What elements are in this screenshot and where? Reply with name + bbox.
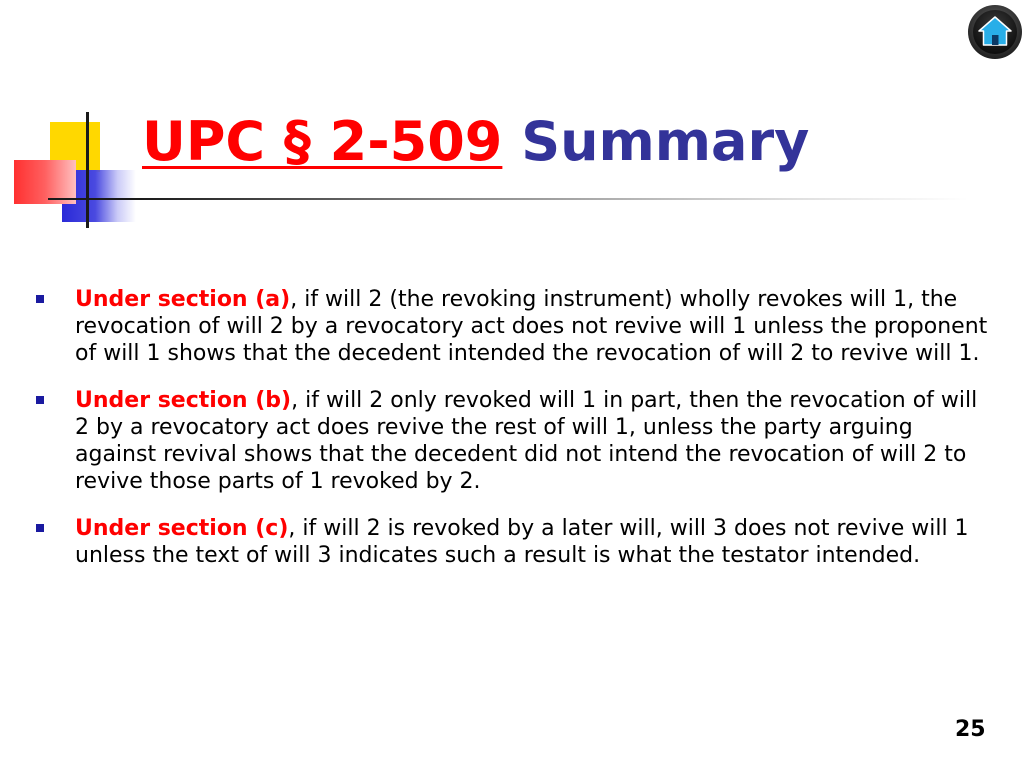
list-item [36, 515, 996, 569]
bullet-label: Under section (a) [75, 287, 291, 312]
home-button[interactable] [967, 4, 1023, 60]
bullet-marker [36, 295, 44, 303]
decorative-vertical-line [86, 112, 89, 228]
list-item [36, 387, 996, 495]
title-link-upc-2-509[interactable]: UPC § 2-509 [142, 110, 503, 173]
bullet-list [36, 286, 996, 569]
home-icon [967, 4, 1023, 60]
slide-title [142, 110, 809, 175]
title-summary-text: Summary [521, 110, 810, 173]
bullet-text: , if will 2 is revoked by a later will, will 3 does not revive will 1 unless the text of will 3 indicates such a result is what the testator intended. [75, 516, 969, 568]
list-item [36, 286, 996, 367]
page-number: 25 [955, 717, 986, 742]
bullet-label: Under section (c) [75, 516, 289, 541]
bullet-marker [36, 524, 44, 532]
bullet-label: Under section (b) [75, 388, 292, 413]
bullet-text: , if will 2 (the revoking instrument) wholly revokes will 1, the revocation of will 2 by a revocatory act does not revive will 1 unless the proponent of will 1 shows that the decedent intended the revocation of will 2 to revive will 1. [75, 287, 988, 366]
title-divider-line [48, 198, 968, 200]
bullet-text: , if will 2 only revoked will 1 in part, then the revocation of will 2 by a revocatory act does revive the rest of will 1, unless the party arguing against revival shows that the decedent did not intend the revocation of will 2 to revive those parts of 1 revoked by 2. [75, 388, 978, 494]
bullet-marker [36, 396, 44, 404]
